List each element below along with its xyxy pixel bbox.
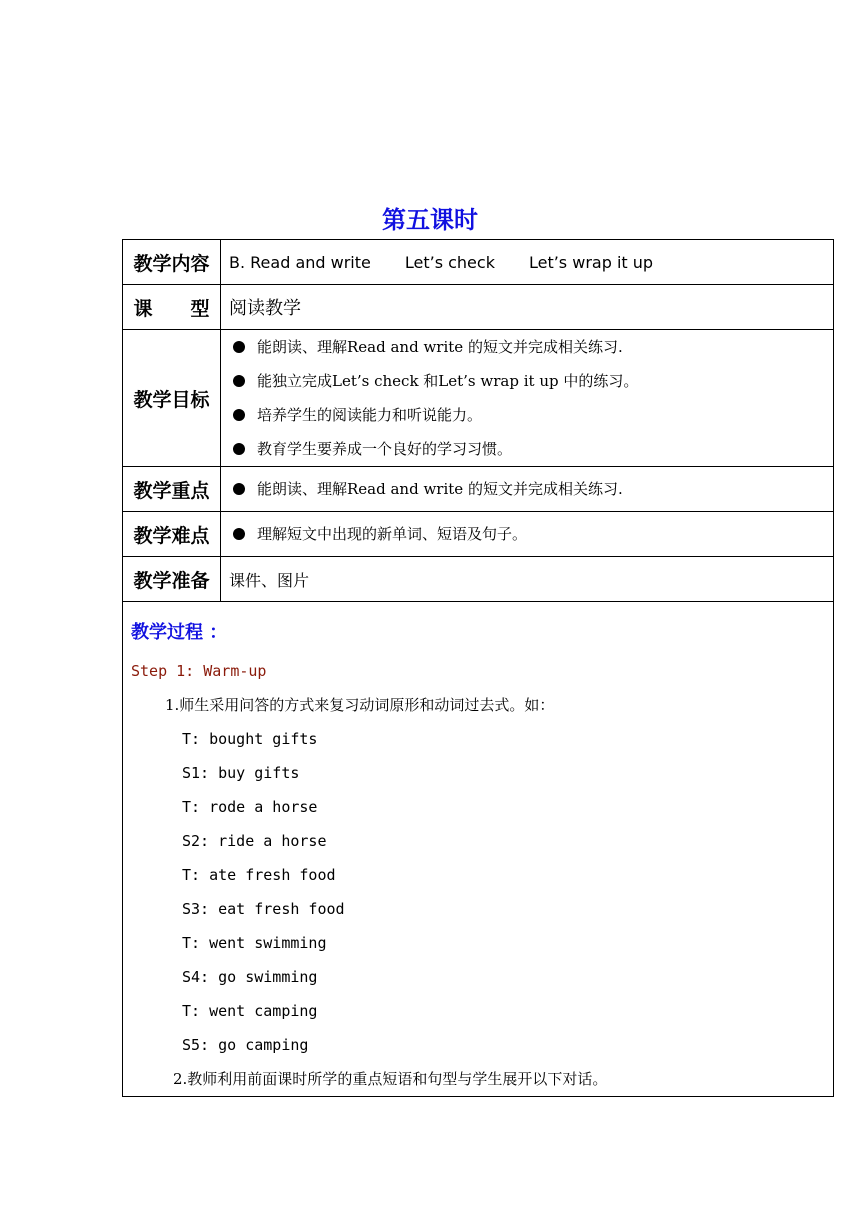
bullet-icon	[233, 375, 245, 387]
key-point-item	[221, 472, 833, 506]
process-title: 教学过程 ：	[131, 622, 228, 643]
goal-item	[221, 330, 833, 364]
dialog-line: T: bought gifts	[182, 730, 318, 748]
label-type: 课 型	[123, 285, 221, 330]
dialog-line: S5: go camping	[182, 1036, 309, 1054]
lesson-plan-table	[122, 239, 834, 1097]
preparation-value: 课件、图片	[221, 557, 834, 602]
label-goals: 教学目标	[123, 330, 221, 467]
row-goals	[123, 330, 834, 467]
key-points-list	[221, 472, 833, 506]
bullet-icon	[233, 409, 245, 421]
type-value: 阅读教学	[221, 285, 834, 330]
dialog-line: S4: go swimming	[182, 968, 318, 986]
dialog-line: T: rode a horse	[182, 798, 318, 816]
row-key-points	[123, 467, 834, 512]
content-item: B. Read and write	[229, 252, 371, 272]
process-item: 1.师生采用问答的方式来复习动词原形和动词过去式。如：	[165, 696, 555, 714]
content-value	[221, 240, 834, 285]
row-preparation	[123, 557, 834, 602]
dialog-line: S1: buy gifts	[182, 764, 300, 782]
label-preparation: 教学准备	[123, 557, 221, 602]
dialog-line: S2: ride a horse	[182, 832, 327, 850]
goal-text: 能独立完成Let’s check 和Let’s wrap it up 中的练习。	[257, 372, 639, 390]
process-cell	[123, 602, 834, 1097]
goal-item	[221, 432, 833, 466]
bullet-icon	[233, 483, 245, 495]
row-content	[123, 240, 834, 285]
goal-item	[221, 398, 833, 432]
goals-list	[221, 330, 833, 466]
difficulties-value	[221, 512, 834, 557]
label-difficulties: 教学难点	[123, 512, 221, 557]
bullet-icon	[233, 443, 245, 455]
goal-text: 能朗读、理解Read and write 的短文并完成相关练习.	[257, 338, 623, 356]
label-key-points: 教学重点	[123, 467, 221, 512]
row-difficulties	[123, 512, 834, 557]
goal-text: 培养学生的阅读能力和听说能力。	[257, 406, 483, 424]
bullet-icon	[233, 341, 245, 353]
row-process	[123, 602, 834, 1097]
difficulties-list	[221, 517, 833, 551]
goal-text: 教育学生要养成一个良好的学习习惯。	[257, 440, 513, 458]
key-points-value	[221, 467, 834, 512]
process-item: 2.教师利用前面课时所学的重点短语和句型与学生展开以下对话。	[173, 1070, 608, 1088]
content-item: Let’s wrap it up	[528, 252, 654, 272]
dialog-line: S3: eat fresh food	[182, 900, 345, 918]
step-title: Step 1: Warm-up	[131, 662, 267, 680]
goal-item	[221, 364, 833, 398]
label-content: 教学内容	[123, 240, 221, 285]
difficulty-text: 理解短文中出现的新单词、短语及句子。	[257, 525, 528, 543]
goals-value	[221, 330, 834, 467]
content-item: Let’s check	[404, 252, 495, 272]
process-content	[123, 602, 833, 1096]
key-point-text: 能朗读、理解Read and write 的短文并完成相关练习.	[257, 480, 623, 498]
dialog-line: T: went camping	[182, 1002, 318, 1020]
bullet-icon	[233, 528, 245, 540]
page-title: 第五课时	[382, 206, 478, 234]
dialog-line: T: ate fresh food	[182, 866, 336, 884]
row-type	[123, 285, 834, 330]
dialog-line: T: went swimming	[182, 934, 327, 952]
difficulty-item	[221, 517, 833, 551]
